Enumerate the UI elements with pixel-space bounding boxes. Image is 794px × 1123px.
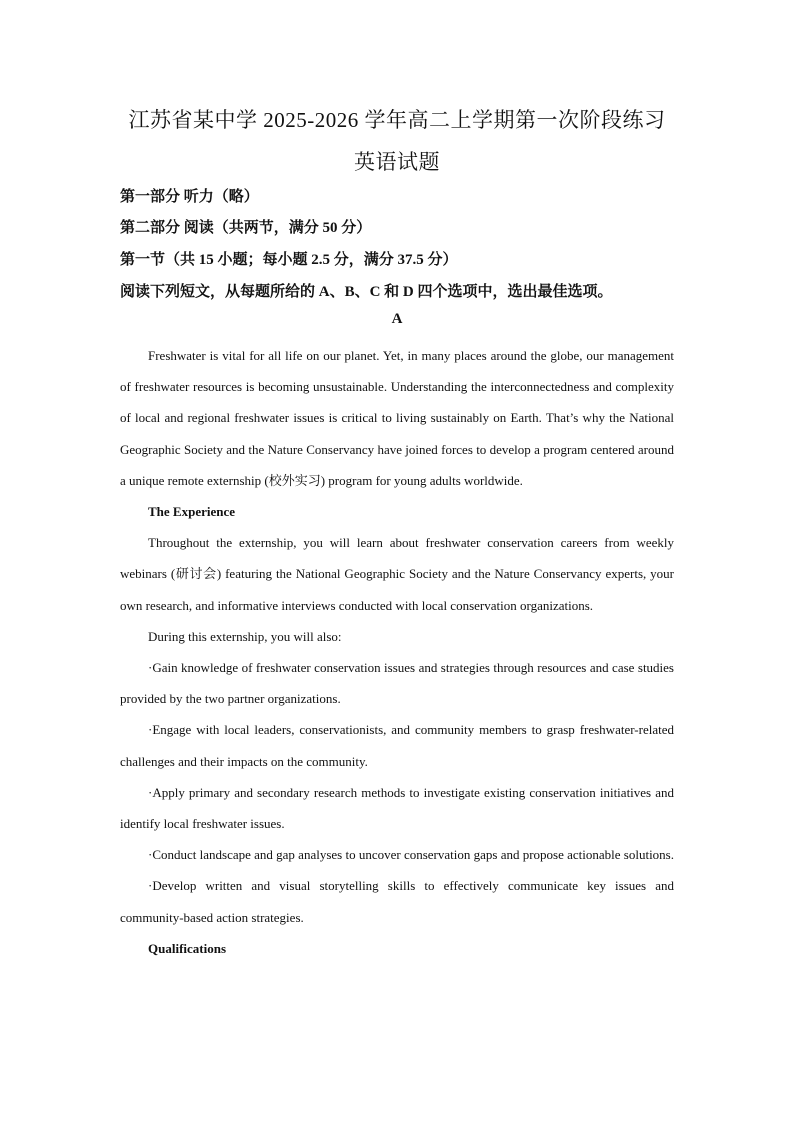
part1-heading: 第一部分 听力（略） [120,189,259,205]
during-paragraph: During this externship, you will also: [148,628,342,644]
passage-letter: A [391,311,403,327]
page-subtitle: 英语试题 [354,150,440,174]
passage-body [120,340,674,964]
bullet-item: ·Develop written and visual storytelling skills to effectively communicate key issues and community-based action strategies. [120,878,674,925]
bullet-item: ·Engage with local leaders, conservationists, and community members to grasp freshwater-related challenges and their impacts on the community. [120,722,674,769]
passage-intro: Freshwater is vital for all life on our planet. Yet, in many places around the globe, our management of freshwater resources is becoming unsustainable. Understanding the interconnectedness and complexity of local and regional freshwater issues is critical to living sustainably on Earth. That’s why the National Geographic Society and the Nature Conservancy have joined forces to develop a program centered around a unique remote externship (校外实习) program for young adults worldwide. [120,348,674,488]
bullet-item: ·Apply primary and secondary research methods to investigate existing conservation initiatives and identify local freshwater issues. [120,784,674,832]
instruction-text: 阅读下列短文，从每题所给的 A、B、C 和 D 四个选项中，选出最佳选项。 [120,284,613,300]
experience-paragraph: Throughout the externship, you will learn about freshwater conservation careers from weekly webinars (研讨会) featuring the National Geographic Society and the Nature Conservancy experts, your own research, and informative interviews conducted with local conservation organizations. [120,535,674,613]
section1-heading: 第一节（共 15 小题；每小题 2.5 分，满分 37.5 分） [120,252,458,268]
bullet-item: ·Gain knowledge of freshwater conservation issues and strategies through resources and case studies provided by the two partner organizations. [120,660,674,707]
qualifications-heading: Qualifications [148,940,227,956]
bullet-item: ·Conduct landscape and gap analyses to uncover conservation gaps and propose actionable solutions. [148,847,674,863]
experience-heading: The Experience [148,504,236,520]
page-title: 江苏省某中学 2025-2026 学年高二上学期第一次阶段练习 [128,108,666,132]
part2-heading: 第二部分 阅读（共两节，满分 50 分） [120,220,372,236]
